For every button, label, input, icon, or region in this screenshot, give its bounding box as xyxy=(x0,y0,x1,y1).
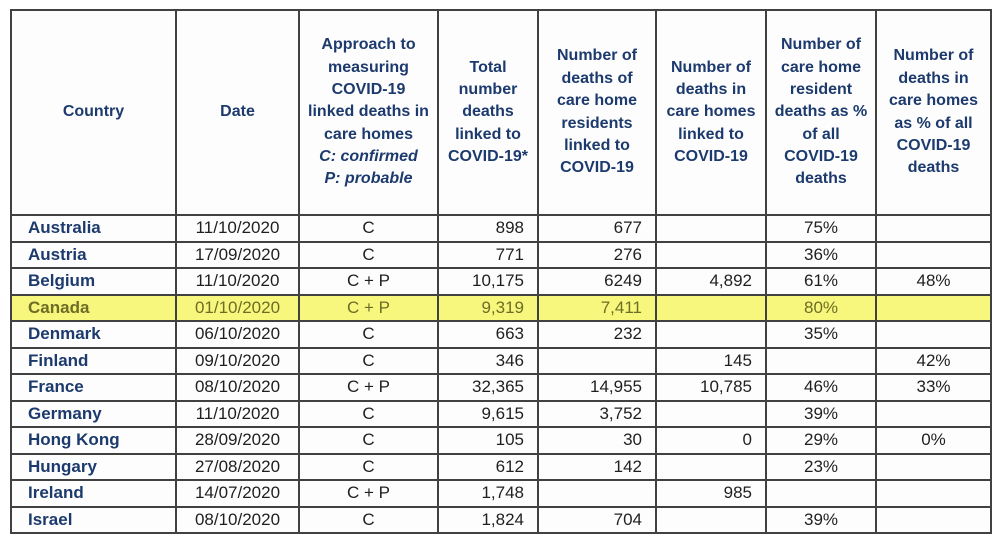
col-header-total-deaths: Total number deaths linked to COVID-19* xyxy=(438,10,538,215)
cell-approach: C xyxy=(299,454,438,481)
cell-care-home-deaths: 10,785 xyxy=(656,374,766,401)
cell-resident-pct: 29% xyxy=(766,427,876,454)
cell-resident-pct: 75% xyxy=(766,215,876,242)
cell-approach: C xyxy=(299,427,438,454)
col-header-approach-label: Approach to measuring COVID-19 linked deaths in care homes xyxy=(308,36,429,143)
table-row xyxy=(11,374,991,401)
cell-resident-deaths: 232 xyxy=(538,321,656,348)
cell-date: 28/09/2020 xyxy=(176,427,299,454)
table-row xyxy=(11,348,991,375)
cell-total-deaths: 1,748 xyxy=(438,480,538,507)
cell-country: France xyxy=(11,374,176,401)
cell-total-deaths: 32,365 xyxy=(438,374,538,401)
col-header-approach-note-confirmed: C: confirmed xyxy=(319,148,418,166)
cell-care-home-deaths xyxy=(656,401,766,428)
cell-total-deaths: 898 xyxy=(438,215,538,242)
cell-country: Canada xyxy=(11,295,176,322)
cell-approach: C + P xyxy=(299,295,438,322)
cell-approach: C + P xyxy=(299,268,438,295)
cell-resident-deaths: 7,411 xyxy=(538,295,656,322)
cell-total-deaths: 1,824 xyxy=(438,507,538,534)
cell-total-deaths: 771 xyxy=(438,242,538,269)
col-header-resident-pct: Number of care home resident deaths as % of all COVID-19 deaths xyxy=(766,10,876,215)
table-row xyxy=(11,480,991,507)
cell-resident-deaths: 14,955 xyxy=(538,374,656,401)
cell-care-home-pct xyxy=(876,401,991,428)
cell-date: 11/10/2020 xyxy=(176,401,299,428)
cell-care-home-deaths: 4,892 xyxy=(656,268,766,295)
cell-care-home-pct xyxy=(876,295,991,322)
cell-resident-pct: 36% xyxy=(766,242,876,269)
cell-resident-deaths: 30 xyxy=(538,427,656,454)
cell-approach: C xyxy=(299,348,438,375)
cell-date: 27/08/2020 xyxy=(176,454,299,481)
cell-total-deaths: 663 xyxy=(438,321,538,348)
cell-approach: C xyxy=(299,507,438,534)
header-row xyxy=(11,10,991,215)
col-header-approach xyxy=(299,10,438,215)
cell-approach: C + P xyxy=(299,480,438,507)
table-row xyxy=(11,401,991,428)
cell-care-home-deaths xyxy=(656,454,766,481)
cell-resident-deaths: 3,752 xyxy=(538,401,656,428)
col-header-care-home-deaths: Number of deaths in care homes linked to COVID-19 xyxy=(656,10,766,215)
cell-care-home-deaths xyxy=(656,321,766,348)
cell-date: 09/10/2020 xyxy=(176,348,299,375)
cell-resident-pct: 23% xyxy=(766,454,876,481)
cell-approach: C xyxy=(299,321,438,348)
table-body xyxy=(11,215,991,533)
cell-resident-pct: 39% xyxy=(766,507,876,534)
cell-resident-deaths: 6249 xyxy=(538,268,656,295)
col-header-date: Date xyxy=(176,10,299,215)
cell-date: 08/10/2020 xyxy=(176,374,299,401)
cell-care-home-deaths: 145 xyxy=(656,348,766,375)
table-row xyxy=(11,268,991,295)
table-row xyxy=(11,427,991,454)
cell-total-deaths: 10,175 xyxy=(438,268,538,295)
cell-total-deaths: 9,319 xyxy=(438,295,538,322)
cell-care-home-pct xyxy=(876,480,991,507)
cell-approach: C xyxy=(299,215,438,242)
table-row xyxy=(11,507,991,534)
table-row xyxy=(11,321,991,348)
cell-total-deaths: 9,615 xyxy=(438,401,538,428)
cell-date: 14/07/2020 xyxy=(176,480,299,507)
table-row xyxy=(11,215,991,242)
cell-resident-pct: 61% xyxy=(766,268,876,295)
col-header-approach-note-probable: P: probable xyxy=(324,170,413,188)
cell-care-home-pct: 48% xyxy=(876,268,991,295)
cell-date: 17/09/2020 xyxy=(176,242,299,269)
cell-resident-deaths: 276 xyxy=(538,242,656,269)
table-row xyxy=(11,295,991,322)
cell-date: 11/10/2020 xyxy=(176,215,299,242)
cell-resident-deaths: 704 xyxy=(538,507,656,534)
cell-country: Australia xyxy=(11,215,176,242)
cell-total-deaths: 612 xyxy=(438,454,538,481)
cell-care-home-deaths: 0 xyxy=(656,427,766,454)
cell-care-home-pct: 33% xyxy=(876,374,991,401)
cell-resident-pct xyxy=(766,480,876,507)
table-row xyxy=(11,454,991,481)
cell-resident-pct: 80% xyxy=(766,295,876,322)
cell-approach: C + P xyxy=(299,374,438,401)
cell-resident-deaths: 142 xyxy=(538,454,656,481)
cell-resident-pct: 39% xyxy=(766,401,876,428)
cell-care-home-deaths xyxy=(656,295,766,322)
cell-date: 11/10/2020 xyxy=(176,268,299,295)
cell-country: Germany xyxy=(11,401,176,428)
cell-country: Denmark xyxy=(11,321,176,348)
cell-resident-deaths xyxy=(538,348,656,375)
cell-care-home-deaths: 985 xyxy=(656,480,766,507)
col-header-care-home-pct: Number of deaths in care homes as % of all COVID-19 deaths xyxy=(876,10,991,215)
cell-country: Hong Kong xyxy=(11,427,176,454)
cell-date: 06/10/2020 xyxy=(176,321,299,348)
cell-total-deaths: 346 xyxy=(438,348,538,375)
cell-resident-pct: 35% xyxy=(766,321,876,348)
cell-care-home-pct xyxy=(876,215,991,242)
cell-care-home-deaths xyxy=(656,507,766,534)
cell-resident-pct: 46% xyxy=(766,374,876,401)
cell-care-home-deaths xyxy=(656,242,766,269)
cell-country: Finland xyxy=(11,348,176,375)
cell-total-deaths: 105 xyxy=(438,427,538,454)
cell-resident-deaths xyxy=(538,480,656,507)
cell-approach: C xyxy=(299,401,438,428)
cell-date: 01/10/2020 xyxy=(176,295,299,322)
cell-country: Israel xyxy=(11,507,176,534)
cell-country: Austria xyxy=(11,242,176,269)
col-header-country: Country xyxy=(11,10,176,215)
table-row xyxy=(11,242,991,269)
cell-care-home-pct: 0% xyxy=(876,427,991,454)
care-home-deaths-table-wrap xyxy=(10,9,990,534)
covid-care-home-deaths-table xyxy=(10,9,992,534)
cell-date: 08/10/2020 xyxy=(176,507,299,534)
cell-care-home-deaths xyxy=(656,215,766,242)
table-header xyxy=(11,10,991,215)
cell-country: Ireland xyxy=(11,480,176,507)
cell-country: Belgium xyxy=(11,268,176,295)
col-header-resident-deaths: Number of deaths of care home residents linked to COVID-19 xyxy=(538,10,656,215)
cell-care-home-pct xyxy=(876,321,991,348)
cell-country: Hungary xyxy=(11,454,176,481)
cell-care-home-pct xyxy=(876,507,991,534)
cell-care-home-pct: 42% xyxy=(876,348,991,375)
cell-resident-pct xyxy=(766,348,876,375)
cell-care-home-pct xyxy=(876,242,991,269)
cell-approach: C xyxy=(299,242,438,269)
cell-care-home-pct xyxy=(876,454,991,481)
cell-resident-deaths: 677 xyxy=(538,215,656,242)
